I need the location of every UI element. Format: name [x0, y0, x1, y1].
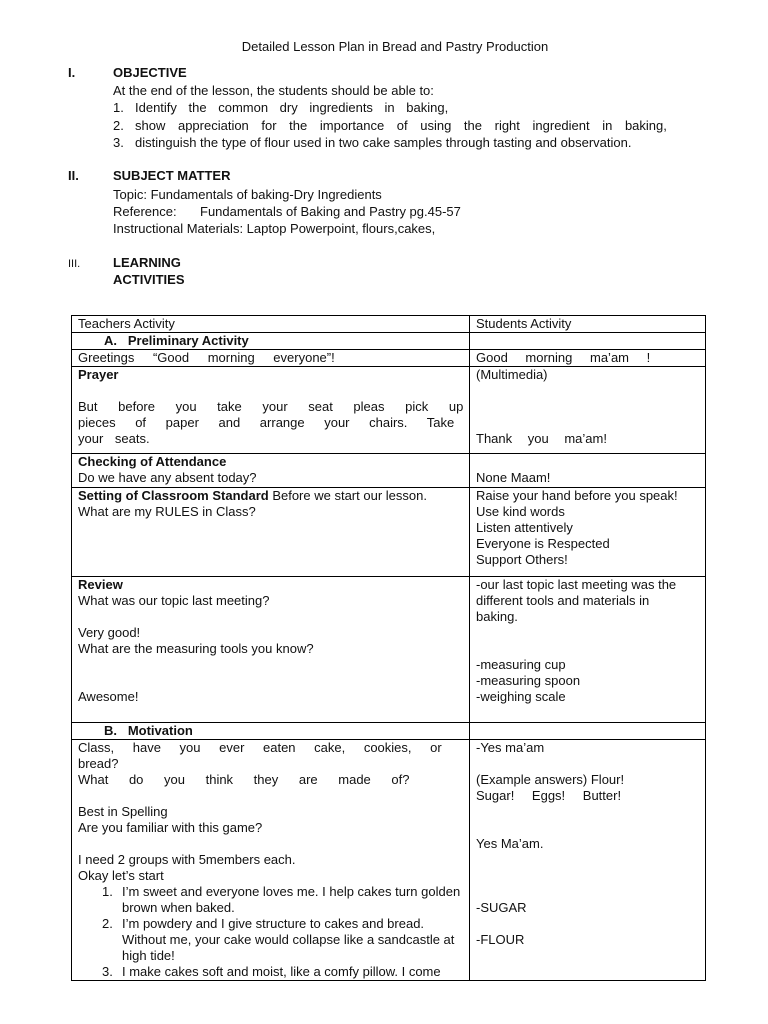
activities-heading-line1: LEARNING	[113, 255, 181, 270]
spacer	[476, 415, 699, 431]
section-b-heading	[72, 723, 470, 740]
rule-item: Support Others!	[476, 552, 568, 567]
review-teacher	[72, 577, 470, 723]
table-row	[72, 350, 706, 367]
review-answer-line: -our last topic last meeting was the	[476, 577, 677, 592]
prayer-thanks: Thank you ma’am!	[476, 431, 607, 446]
motivation-student	[470, 740, 706, 981]
motivation-teacher	[72, 740, 470, 981]
prayer-multimedia: (Multimedia)	[476, 367, 548, 382]
subject-topic: Topic: Fundamentals of baking-Dry Ingredients	[113, 187, 382, 202]
spacer	[78, 673, 463, 689]
attendance-title: Checking of Attendance	[78, 454, 227, 469]
spacer	[476, 916, 699, 932]
spacer	[476, 399, 699, 415]
prayer-student	[470, 367, 706, 454]
rule-item: Use kind words	[476, 504, 565, 519]
spacer	[476, 383, 699, 399]
review-title: Review	[78, 577, 123, 592]
table-row	[72, 723, 706, 740]
motivation-line: bread?	[78, 756, 119, 771]
rule-item: Everyone is Respected	[476, 536, 610, 551]
motivation-line: Okay let’s start	[78, 868, 164, 883]
rule-item: Raise your hand before you speak!	[476, 488, 678, 503]
prayer-title: Prayer	[78, 367, 119, 382]
review-praise-1: Very good!	[78, 625, 141, 640]
motivation-answer: -SUGAR	[476, 900, 527, 915]
riddle-number: 3.	[102, 964, 113, 979]
prayer-text-line	[78, 399, 463, 415]
attendance-question: Do we have any absent today?	[78, 470, 257, 485]
review-praise-2: Awesome!	[78, 689, 139, 704]
spacer	[78, 609, 463, 625]
objective-item-number: 1.	[113, 100, 124, 115]
review-question-2: What are the measuring tools you know?	[78, 641, 314, 656]
review-student	[470, 577, 706, 723]
objective-item-text: distinguish the type of flour used in two cake samples through tasting and observation.	[135, 135, 632, 150]
header-teachers-activity: Teachers Activity	[72, 316, 470, 333]
empty-cell	[470, 333, 706, 350]
motivation-answer: (Example answers) Flour!	[476, 772, 625, 787]
activities-heading-line2: ACTIVITIES	[113, 272, 185, 287]
spacer	[476, 852, 699, 868]
greeting-student	[470, 350, 706, 367]
table-row	[72, 454, 706, 488]
motivation-answer: -Yes ma’am	[476, 740, 545, 755]
prayer-teacher	[72, 367, 470, 454]
objective-item-3	[113, 135, 631, 151]
objective-intro-text: At the end of the lesson, the students should be able to:	[113, 83, 434, 98]
prayer-text-line: pieces of paper and arrange your chairs. Take	[78, 415, 455, 430]
empty-cell	[470, 723, 706, 740]
section-a-heading	[72, 333, 470, 350]
riddle-text: I make cakes soft and moist, like a comfy pillow. I come	[122, 964, 441, 979]
rule-item: Listen attentively	[476, 520, 573, 535]
motivation-line: Class, have you ever eaten cake, cookies, or	[78, 740, 442, 755]
table-row	[72, 740, 706, 981]
objective-item-text: show appreciation for the importance of using the right ingredient in baking,	[135, 118, 667, 133]
tool-item: -measuring cup	[476, 657, 566, 672]
objective-heading: OBJECTIVE	[113, 65, 187, 80]
motivation-line: What do you think they are made of?	[78, 772, 410, 787]
greeting-teacher	[72, 350, 470, 367]
subject-heading: SUBJECT MATTER	[113, 168, 231, 183]
spacer	[476, 868, 699, 884]
table-row	[72, 333, 706, 350]
subject-reference-value: Fundamentals of Baking and Pastry pg.45-57	[200, 204, 461, 219]
section-numeral-subject: II.	[68, 168, 79, 183]
tool-item: -measuring spoon	[476, 673, 581, 688]
riddle-text: I’m powdery and I give structure to cakes and bread. Without me, your cake would collapse like a sandcastle at high tide!	[122, 916, 455, 963]
objective-item-number: 2.	[113, 118, 124, 133]
standard-teacher	[72, 488, 470, 577]
standard-title: Setting of Classroom Standard	[78, 488, 269, 503]
spacer	[476, 625, 699, 641]
greeting-student-text: Good morning ma’am !	[476, 350, 651, 365]
motivation-answer: Sugar! Eggs! Butter!	[476, 788, 622, 803]
standard-title-rest: Before we start our lesson.	[268, 488, 427, 503]
section-numeral-objective: I.	[68, 65, 76, 80]
attendance-student	[470, 454, 706, 488]
objective-item-1	[113, 100, 448, 116]
spacer	[476, 641, 699, 657]
greeting-teacher-text: Greetings “Good morning everyone”!	[78, 350, 335, 365]
section-a-label: A. Preliminary Activity	[104, 333, 249, 348]
objective-item-number: 3.	[113, 135, 124, 150]
objective-intro	[113, 83, 583, 99]
spacer	[476, 756, 699, 772]
attendance-teacher	[72, 454, 470, 488]
section-numeral-activities: III.	[68, 258, 81, 270]
document-title: Detailed Lesson Plan in Bread and Pastry Production	[241, 39, 549, 54]
tool-item: -weighing scale	[476, 689, 566, 704]
riddle-item	[78, 884, 463, 916]
spacer	[78, 788, 463, 804]
lesson-activity-table	[71, 315, 706, 981]
table-row	[72, 577, 706, 723]
riddle-number: 2.	[102, 916, 113, 931]
prayer-text: But before you take your seat pleas pick up	[78, 399, 464, 414]
standard-question: What are my RULES in Class?	[78, 504, 256, 519]
table-header-row	[72, 316, 706, 333]
motivation-answer: Yes Ma’am.	[476, 836, 544, 851]
objective-item-text: Identify the common dry ingredients in baking,	[135, 100, 449, 115]
spacer	[78, 836, 463, 852]
table-row	[72, 367, 706, 454]
riddle-item	[78, 964, 463, 980]
motivation-line: I need 2 groups with 5members each.	[78, 852, 296, 867]
motivation-line: Best in Spelling	[78, 804, 168, 819]
standard-student	[470, 488, 706, 577]
table-row	[72, 488, 706, 577]
subject-reference-label: Reference:	[113, 204, 177, 219]
motivation-answer: -FLOUR	[476, 932, 525, 947]
spacer	[476, 820, 699, 836]
subject-materials: Instructional Materials: Laptop Powerpoint, flours,cakes,	[113, 221, 436, 236]
spacer	[476, 454, 699, 470]
review-question-1: What was our topic last meeting?	[78, 593, 270, 608]
attendance-answer: None Maam!	[476, 470, 551, 485]
spacer	[476, 804, 699, 820]
spacer	[476, 884, 699, 900]
review-answer-line: baking.	[476, 609, 518, 624]
review-answer-line: different tools and materials in	[476, 593, 650, 608]
prayer-text-line: your seats.	[78, 431, 150, 446]
header-students-activity: Students Activity	[470, 316, 706, 333]
motivation-line: Are you familiar with this game?	[78, 820, 263, 835]
section-b-label: B. Motivation	[104, 723, 193, 738]
spacer	[78, 657, 463, 673]
riddle-text: I’m sweet and everyone loves me. I help cakes turn golden brown when baked.	[122, 884, 461, 915]
spacer	[78, 383, 463, 399]
objective-item-2	[113, 118, 667, 134]
riddle-item	[78, 916, 463, 964]
riddle-number: 1.	[102, 884, 113, 899]
standard-line	[78, 488, 463, 504]
